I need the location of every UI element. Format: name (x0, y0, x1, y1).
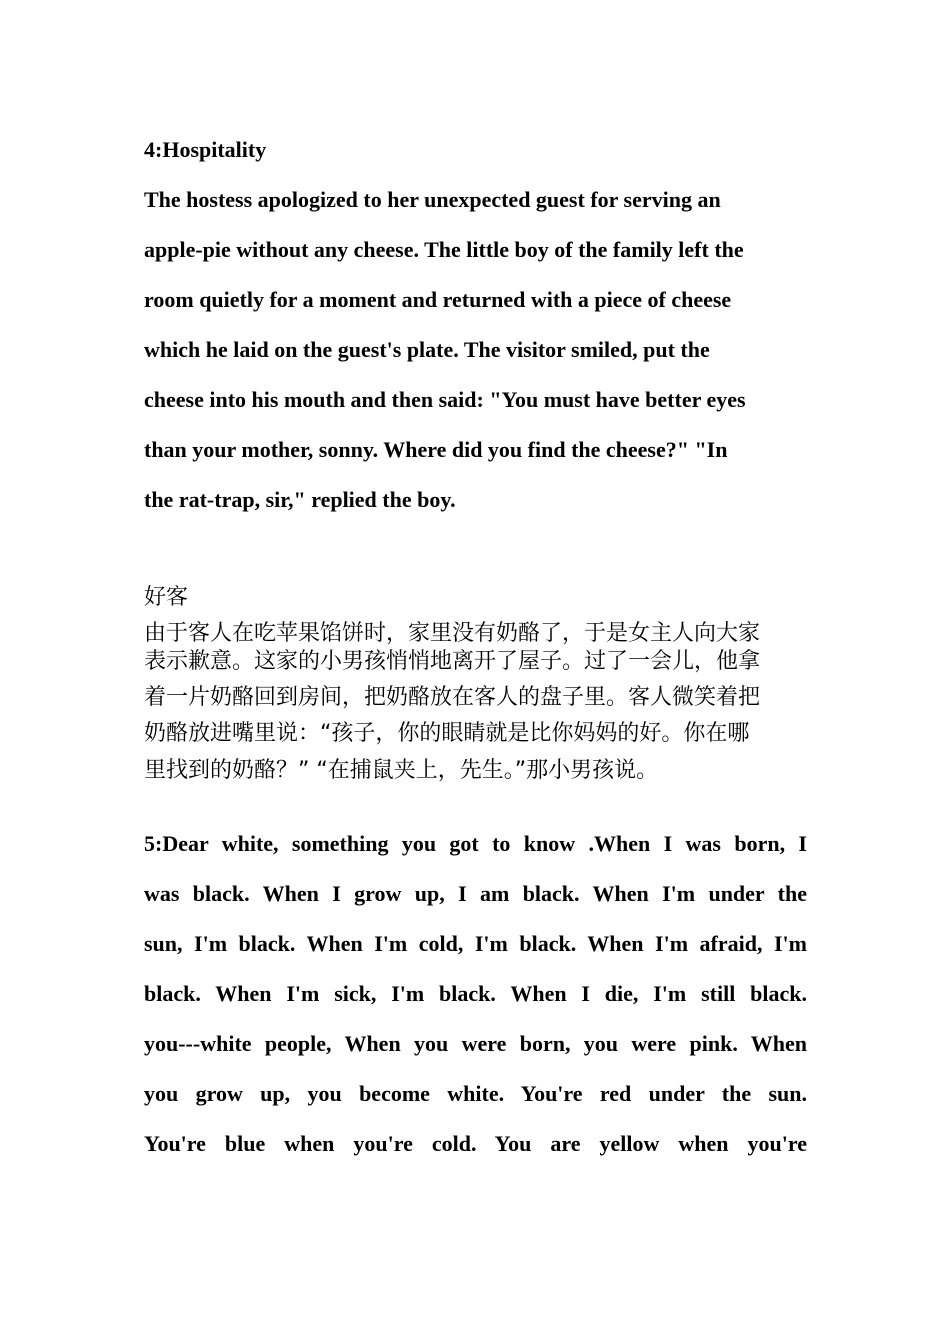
paragraph-line: cheese into his mouth and then said: "You must have better eyes (144, 387, 746, 412)
paragraph-line: 奶酪放进嘴里说：“孩子，你的眼睛就是比你妈妈的好。你在哪 (144, 721, 750, 746)
paragraph-line: 由于客人在吃苹果馅饼时，家里没有奶酪了，于是女主人向大家 (144, 621, 761, 646)
paragraph-line: the rat-trap, sir," replied the boy. (144, 487, 456, 512)
paragraph-line: than your mother, sonny. Where did you find the cheese?" "In (144, 437, 728, 462)
chinese-title: 好客 (144, 585, 189, 610)
paragraph-line: room quietly for a moment and returned with a piece of cheese (144, 287, 732, 312)
paragraph-line: was black. When I grow up, I am black. When I'm under the (144, 881, 807, 906)
paragraph-line: sun, I'm black. When I'm cold, I'm black. When I'm afraid, I'm (144, 931, 807, 956)
section-4-heading: 4:Hospitality (144, 137, 267, 162)
paragraph-line: apple-pie without any cheese. The little boy of the family left the (144, 237, 744, 262)
paragraph-line: you---white people, When you were born, you were pink. When (144, 1031, 807, 1056)
section-5-paragraph (144, 830, 807, 1180)
paragraph-line: The hostess apologized to her unexpected guest for serving an (144, 187, 721, 212)
paragraph-line: 表示歉意。这家的小男孩悄悄地离开了屋子。过了一会儿，他拿 (144, 649, 761, 674)
paragraph-line: which he laid on the guest's plate. The visitor smiled, put the (144, 337, 710, 362)
paragraph-line: You're blue when you're cold. You are yellow when you're (144, 1131, 807, 1156)
paragraph-line: 5:Dear white, something you got to know .When I was born, I (144, 831, 807, 856)
paragraph-line: black. When I'm sick, I'm black. When I die, I'm still black. (144, 981, 807, 1006)
paragraph-line: 着一片奶酪回到房间，把奶酪放在客人的盘子里。客人微笑着把 (144, 685, 761, 710)
paragraph-line: you grow up, you become white. You're red under the sun. (144, 1081, 807, 1106)
hospitality-english-paragraph (144, 186, 746, 536)
paragraph-line: 里找到的奶酪？” “在捕鼠夹上，先生。”那小男孩说。 (144, 758, 659, 783)
